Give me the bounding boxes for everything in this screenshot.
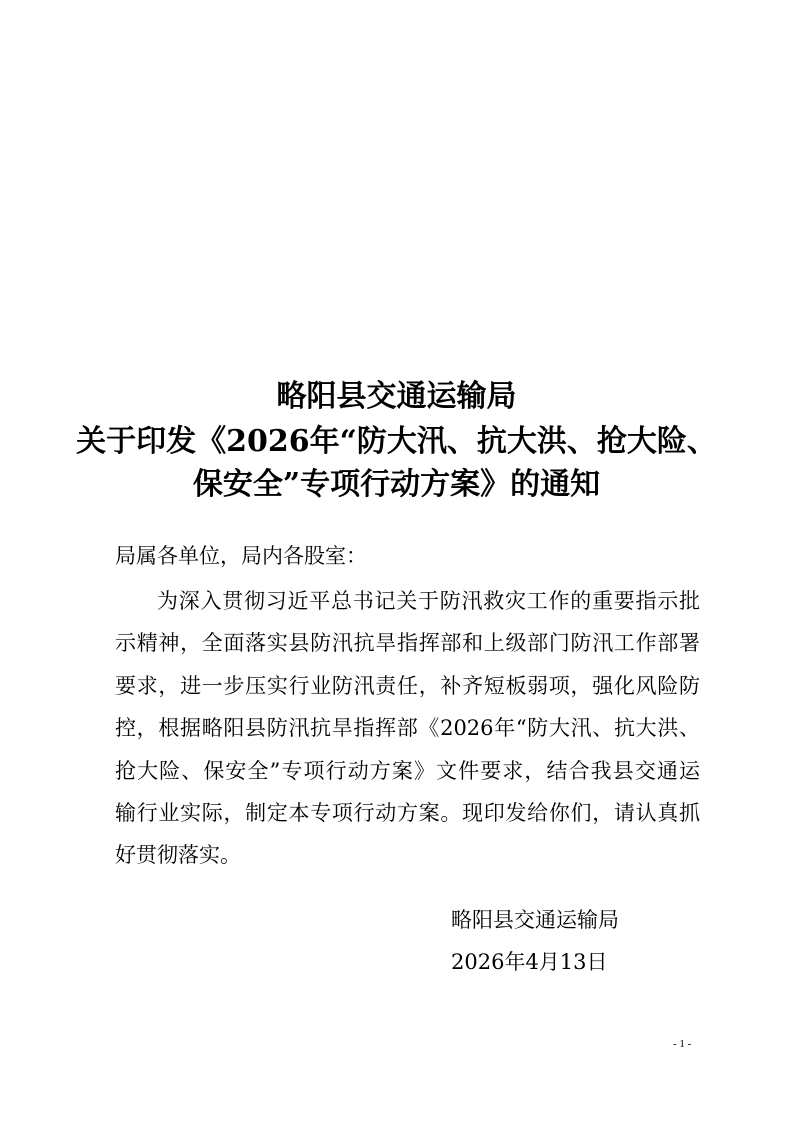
body-line: 示精神，全面落实县防汛抗旱指挥部和上级部门防汛工作部署 xyxy=(115,631,700,655)
body-line: 要求，进一步压实行业防汛责任，补齐短板弱项，强化风险防 xyxy=(115,674,700,698)
title-line-2: 关于印发《2026年“防大汛、抗大洪、抢大险、 xyxy=(76,424,717,459)
salutation: 局属各单位，局内各股室： xyxy=(115,544,367,568)
body-line: 控，根据略阳县防汛抗旱指挥部《2026年“防大汛、抗大洪、 xyxy=(115,716,700,740)
body-line: 好贯彻落实。 xyxy=(115,843,241,867)
signature-organization: 略阳县交通运输局 xyxy=(451,908,619,932)
body-line: 为深入贯彻习近平总书记关于防汛救灾工作的重要指示批 xyxy=(157,589,700,613)
body-line: 输行业实际，制定本专项行动方案。现印发给你们，请认真抓 xyxy=(115,801,700,825)
body-line: 抢大险、保安全”专项行动方案》文件要求，结合我县交通运 xyxy=(115,759,700,783)
title-line-1: 略阳县交通运输局 xyxy=(276,379,517,414)
page-number: - 1 - xyxy=(673,1038,692,1050)
title-line-3: 保安全”专项行动方案》的通知 xyxy=(192,467,601,502)
signature-date: 2026年4月13日 xyxy=(451,950,608,974)
